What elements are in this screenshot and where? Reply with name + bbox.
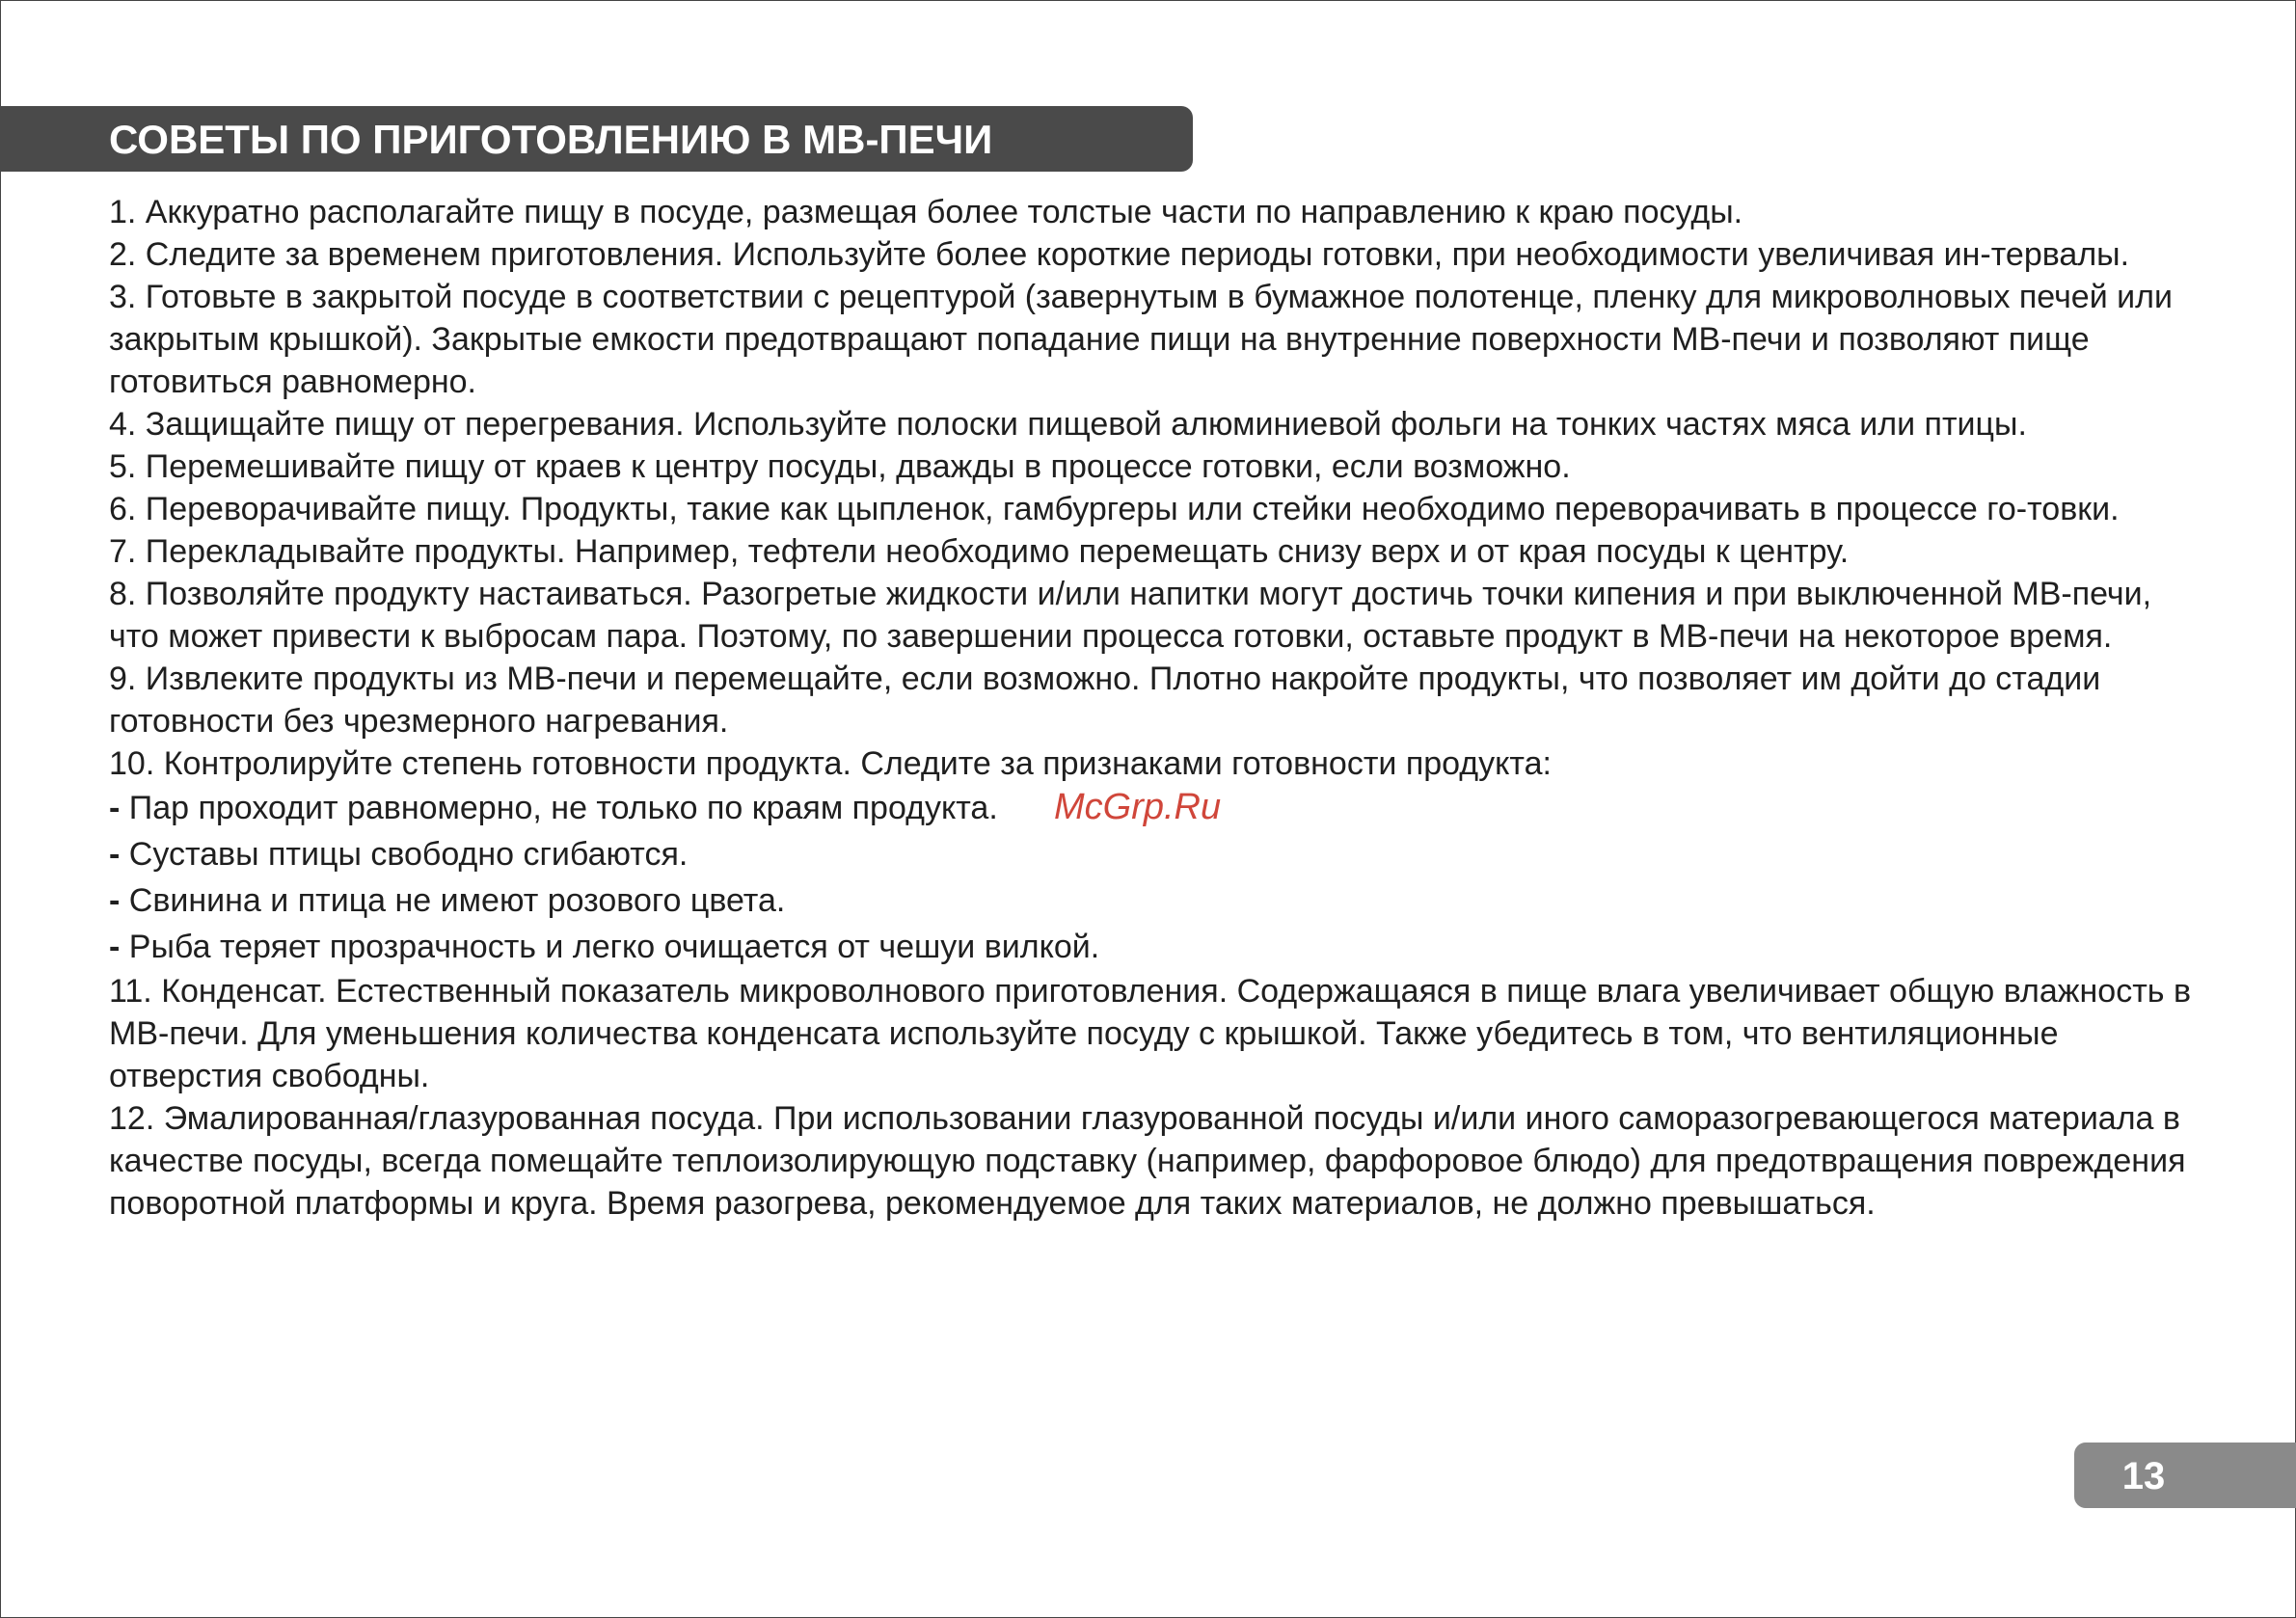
tip-paragraph-2: 2. Следите за временем приготовления. Используйте более короткие периоды готовки, при необходимости увеличивая ин-тервалы. xyxy=(109,236,2130,273)
bullet-dash: - xyxy=(109,929,121,965)
bullet-text: Свинина и птица не имеют розового цвета. xyxy=(128,882,786,919)
bullet-dash: - xyxy=(109,790,121,826)
tip-paragraph-7: 7. Перекладывайте продукты. Например, тефтели необходимо перемещать снизу верх и от края посуды к центру. xyxy=(109,533,1850,570)
section-header-bar xyxy=(0,106,1193,172)
bullet-dash: - xyxy=(109,882,121,919)
tip-paragraph-3: 3. Готовьте в закрытой посуде в соответствии с рецептурой (завернутым в бумажное полотенце, пленку для микроволновых печей или закрытым крышкой). Закрытые емкости предотвращают попадание пищи на внутренние поверхности МВ-печи и позволяют пище готовиться равномерно. xyxy=(109,279,2173,400)
section-title: СОВЕТЫ ПО ПРИГОТОВЛЕНИЮ В МВ-ПЕЧИ xyxy=(109,117,993,162)
tip-paragraph-6: 6. Переворачивайте пищу. Продукты, такие как цыпленок, гамбургеры или стейки необходимо переворачивать в процессе го-товки. xyxy=(109,491,2120,527)
doneness-bullet xyxy=(109,831,2192,877)
doneness-bullet xyxy=(109,924,2192,970)
tip-paragraph-4: 4. Защищайте пищу от перегревания. Используйте полоски пищевой алюминиевой фольги на тонких частях мяса или птицы. xyxy=(109,406,2027,443)
cooking-tips-list xyxy=(109,191,2192,1225)
bullet-text: Суставы птицы свободно сгибаются. xyxy=(128,836,689,873)
tip-paragraph-10: 10. Контролируйте степень готовности продукта. Следите за признаками готовности продукта: xyxy=(109,745,1552,782)
tip-paragraph-9: 9. Извлеките продукты из МВ-печи и перемещайте, если возможно. Плотно накройте продукты, что позволяет им дойти до стадии готовности без чрезмерного нагревания. xyxy=(109,661,2101,740)
tip-paragraph-1: 1. Аккуратно располагайте пищу в посуде, размещая более толстые части по направлению к краю посуды. xyxy=(109,194,1743,230)
page-number-tab xyxy=(2074,1443,2296,1508)
tip-paragraph-12: 12. Эмалированная/глазурованная посуда. При использовании глазурованной посуды и/или иного саморазогревающегося материала в качестве посуды, всегда помещайте теплоизолирующую подставку (например, фарфоровое блюдо) для предотвращения повреждения поворотной платформы и круга. Время разогрева, рекомендуемое для таких материалов, не должно превышаться. xyxy=(109,1100,2186,1222)
bullet-text: Пар проходит равномерно, не только по краям продукта. xyxy=(128,790,998,826)
watermark: McGrp.Ru xyxy=(1054,787,1222,827)
tip-paragraph-5: 5. Перемешивайте пищу от краев к центру посуды, дважды в процессе готовки, если возможно. xyxy=(109,448,1571,485)
page-number: 13 xyxy=(2121,1455,2166,1497)
bullet-text: Рыба теряет прозрачность и легко очищается от чешуи вилкой. xyxy=(128,929,1100,965)
tip-paragraph-11: 11. Конденсат. Естественный показатель микроволнового приготовления. Содержащаяся в пище влага увеличивает общую влажность в МВ-печи. Для уменьшения количества конденсата используйте посуду с крышкой. Также убедитесь в том, что вентиляционные отверстия свободны. xyxy=(109,973,2191,1094)
bullet-dash: - xyxy=(109,836,121,873)
doneness-bullet xyxy=(109,877,2192,924)
tip-paragraph-8: 8. Позволяйте продукту настаиваться. Разогретые жидкости и/или напитки могут достичь точки кипения и при выключенной МВ-печи, что может привести к выбросам пара. Поэтому, по завершении процесса готовки, оставьте продукт в МВ-печи на некоторое время. xyxy=(109,576,2152,655)
